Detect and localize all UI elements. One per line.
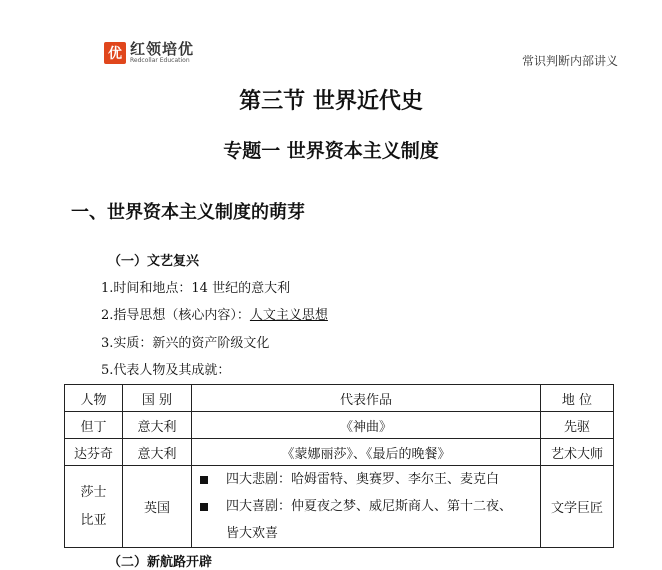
table-row [65,466,614,548]
section-title: 一、世界资本主义制度的萌芽 [71,202,305,223]
list-item: 3.实质：新兴的资产阶级文化 [101,336,270,351]
figures-table [64,384,614,548]
cell-country: 意大利 [123,412,192,439]
chapter-title: 第三节 世界近代史 [239,88,423,114]
logo-icon: 优 [104,42,126,64]
next-subsection-title: （二）新航路开辟 [108,555,213,570]
topic-title: 专题一 世界资本主义制度 [223,140,439,162]
cell-status: 艺术大师 [541,439,614,466]
cell-works: 四大悲剧：哈姆雷特、奥赛罗、李尔王、麦克白 四大喜剧：仲夏夜之梦、威尼斯商人、第十二夜、 皆大欢喜 [192,466,541,548]
cell-works: 《神曲》 [192,412,541,439]
list-item: 1.时间和地点：14 世纪的意大利 [101,281,291,296]
header-country: 国 别 [123,385,192,412]
key-term: 人文主义思想 [249,308,328,323]
bullet-square-icon [200,476,208,484]
header-label: 常识判断内部讲义 [521,54,618,68]
cell-country: 意大利 [123,439,192,466]
subsection-title: （一）文艺复兴 [108,254,200,269]
bullet-square-icon [200,503,208,511]
list-item: 5.代表人物及其成就： [101,363,231,378]
logo-subtext: Redcollar Education [130,57,190,64]
cell-country: 英国 [123,466,192,548]
table-row [65,439,614,466]
table-header-row [65,385,614,412]
table-row [65,412,614,439]
header-person: 人物 [65,385,123,412]
list-item: 2.指导思想（核心内容）：人文主义思想 [101,308,328,323]
logo [104,40,194,66]
header-status: 地 位 [541,385,614,412]
cell-status: 文学巨匠 [541,466,614,548]
cell-person: 达芬奇 [65,439,123,466]
logo-text: 红领培优 [130,40,195,58]
cell-person: 莎士 比亚 [65,466,123,548]
cell-person: 但丁 [65,412,123,439]
cell-status: 先驱 [541,412,614,439]
header-works: 代表作品 [192,385,541,412]
cell-works: 《蒙娜丽莎》、《最后的晚餐》 [192,439,541,466]
